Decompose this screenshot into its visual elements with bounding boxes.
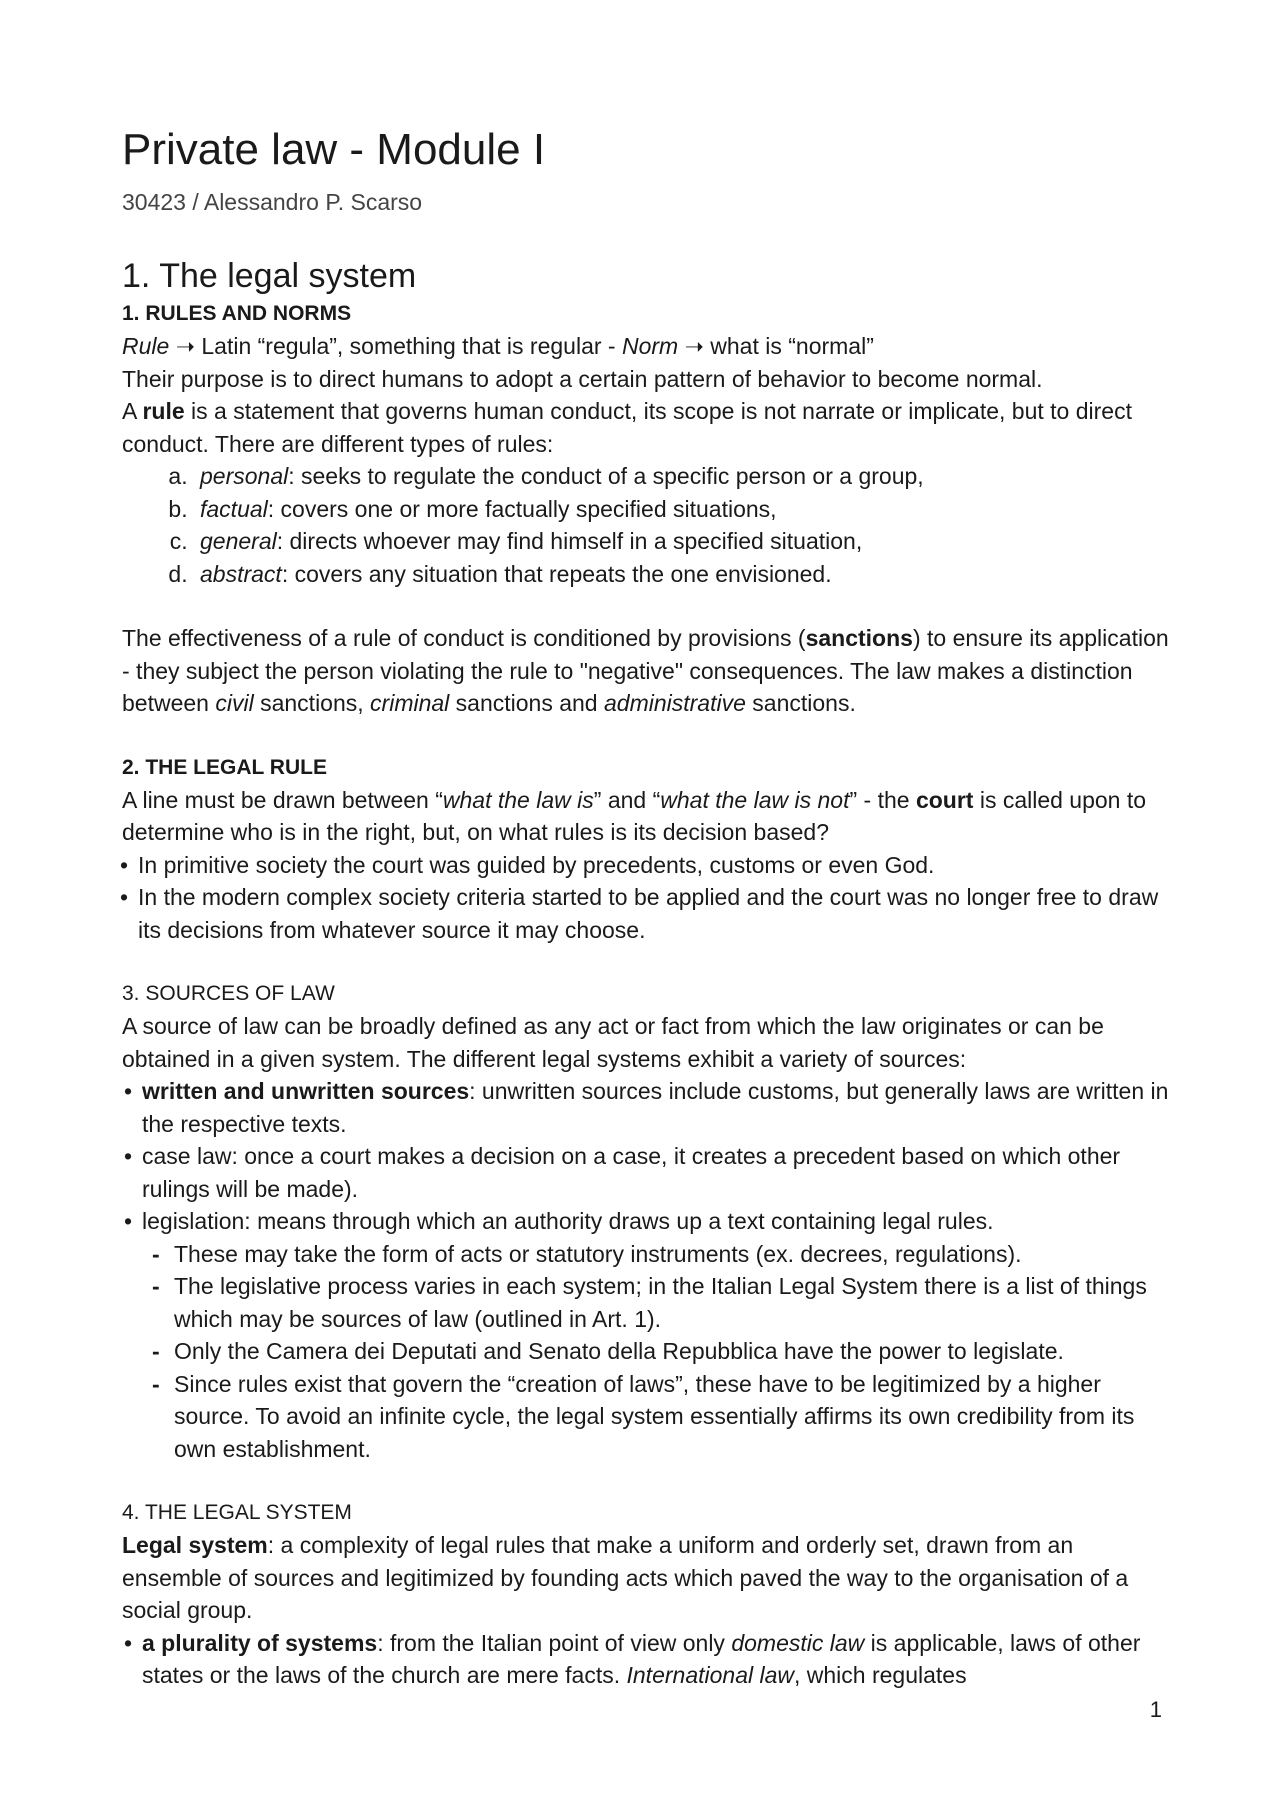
- page-content: [122, 122, 1172, 1692]
- purpose-text: Their purpose is to direct humans to adopt a certain pattern of behavior to become normal.: [122, 365, 1043, 392]
- text-run: : unwritten sources include customs, but generally laws are written in the respective texts.: [142, 1078, 1169, 1137]
- text-run: A line must be drawn between “: [122, 786, 443, 813]
- spacer: [122, 946, 1172, 978]
- list-term: factual: [200, 495, 268, 522]
- text-run: is called upon to determine who is in the right, but, on what rules is its decision based?: [122, 786, 1147, 845]
- italic-term: what the law is not: [660, 786, 850, 813]
- bold-term: written and unwritten sources: [142, 1078, 470, 1104]
- italic-term: International law: [626, 1662, 794, 1688]
- list-desc: : covers one or more factually specified situations,: [267, 495, 777, 522]
- bold-term: rule: [142, 398, 185, 424]
- legal-system-definition: [122, 1529, 1172, 1627]
- bold-term: a plurality of systems: [142, 1629, 378, 1656]
- arrow-icon: ➝: [175, 333, 195, 359]
- document-subtitle: 30423 / Alessandro P. Scarso: [122, 189, 423, 215]
- list-item: [194, 558, 1172, 591]
- text-run: is a statement that governs human conduct, its scope is not narrate or implicate, but to direct conduct. There are different types of rules:: [122, 398, 1132, 457]
- section-legal-system: [122, 1497, 1172, 1692]
- sources-bullets: [122, 1075, 1172, 1465]
- sources-intro: A source of law can be broadly defined as any act or fact from which the law originates or can be obtained in a given system. The different legal systems exhibit a variety of sources:: [122, 1013, 1104, 1072]
- italic-term: what the law is: [442, 786, 594, 813]
- italic-term: civil: [215, 690, 254, 716]
- sublist-item: - Since rules exist that govern the “creation of laws”, these have to be legitimized by a higher source. To avoid an infinite cycle, the legal system essentially affirms its own credibility from its own establishment.: [174, 1368, 1172, 1466]
- text-run: A: [122, 398, 143, 424]
- sublist-item: - These may take the form of acts or statutory instruments (ex. decrees, regulations).: [174, 1238, 1172, 1271]
- list-term: personal: [200, 463, 289, 489]
- text-run: : from the Italian point of view only: [377, 1629, 732, 1656]
- page-number: 1: [1149, 1697, 1162, 1722]
- italic-term: domestic law: [731, 1629, 865, 1656]
- section-heading: 4. THE LEGAL SYSTEM: [122, 1501, 352, 1524]
- rule-norm-line: [122, 330, 1172, 363]
- norm-term: Norm: [621, 333, 679, 359]
- spacer: [122, 1465, 1172, 1497]
- text-run: legislation: means through which an authority draws up a text containing legal rules.: [142, 1208, 994, 1234]
- rule-text: Latin “regula”, something that is regular -: [194, 333, 622, 359]
- list-item: [194, 493, 1172, 526]
- sublist-item: - The legislative process varies in each system; in the Italian Legal System there is a list of things which may be sources of law (outlined in Art. 1).: [174, 1270, 1172, 1335]
- legal-system-bullets: [122, 1627, 1172, 1692]
- text-run: ) to ensure its application - they subject the person violating the rule to "negative" consequences. The law makes a distinction between: [122, 625, 1169, 716]
- spacer: [122, 590, 1172, 622]
- list-item: • In primitive society the court was guided by precedents, customs or even God.: [138, 849, 1172, 882]
- text-run: sanctions.: [745, 690, 856, 716]
- spacer: [122, 720, 1172, 752]
- text-run: is applicable, laws of other states or the laws of the church are mere facts.: [142, 1629, 1141, 1688]
- text-run: ” - the: [849, 786, 916, 813]
- rule-term: Rule: [122, 333, 170, 359]
- bold-term: sanctions: [805, 625, 913, 651]
- rule-definition: [122, 395, 1172, 460]
- text-run: ” and “: [593, 786, 661, 813]
- italic-term: administrative: [604, 690, 746, 716]
- italic-term: criminal: [370, 690, 450, 716]
- text-run: sanctions,: [253, 690, 371, 716]
- bold-term: court: [915, 786, 974, 813]
- text-run: , which regulates: [794, 1662, 967, 1688]
- list-item: [142, 1627, 1172, 1692]
- legal-rule-bullets: [122, 849, 1172, 947]
- list-item: [194, 460, 1172, 493]
- section-legal-rule: [122, 752, 1172, 947]
- section-heading: 1. RULES AND NORMS: [122, 302, 352, 325]
- section-sources-of-law: [122, 978, 1172, 1465]
- list-term: abstract: [200, 560, 282, 587]
- text-run: The effectiveness of a rule of conduct is conditioned by provisions (: [122, 625, 806, 651]
- arrow-icon: ➝: [684, 333, 704, 359]
- list-item: • case law: once a court makes a decision on a case, it creates a precedent based on which other rulings will be made).: [142, 1140, 1172, 1205]
- legislation-sublist: [142, 1238, 1172, 1466]
- text-run: sanctions and: [449, 690, 604, 716]
- section-heading: 2. THE LEGAL RULE: [122, 755, 327, 779]
- list-item: [142, 1205, 1172, 1465]
- chapter-heading: 1. The legal system: [122, 257, 417, 295]
- section-heading: 3. SOURCES OF LAW: [122, 982, 335, 1005]
- rule-types-list: [122, 460, 1172, 590]
- list-item: • In the modern complex society criteria started to be applied and the court was no longer free to draw its decisions from whatever source it may choose.: [138, 881, 1172, 946]
- bold-term: Legal system: [122, 1532, 268, 1558]
- norm-text: what is “normal”: [703, 333, 874, 359]
- list-desc: : covers any situation that repeats the one envisioned.: [281, 560, 832, 587]
- effectiveness-paragraph: [122, 622, 1172, 720]
- list-item: [142, 1075, 1172, 1140]
- text-run: : a complexity of legal rules that make a uniform and orderly set, drawn from an ensemble of sources and legitimized by founding acts which paved the way to the organisation of a social group.: [122, 1532, 1129, 1623]
- list-term: general: [200, 528, 277, 554]
- section-rules-and-norms: [122, 298, 1172, 720]
- legal-rule-paragraph: [122, 784, 1172, 849]
- sublist-item: - Only the Camera dei Deputati and Senato della Repubblica have the power to legislate.: [174, 1335, 1172, 1368]
- list-desc: : directs whoever may find himself in a specified situation,: [276, 528, 863, 554]
- list-desc: : seeks to regulate the conduct of a specific person or a group,: [288, 463, 924, 489]
- list-item: [194, 525, 1172, 558]
- document-title: Private law - Module I: [122, 125, 546, 174]
